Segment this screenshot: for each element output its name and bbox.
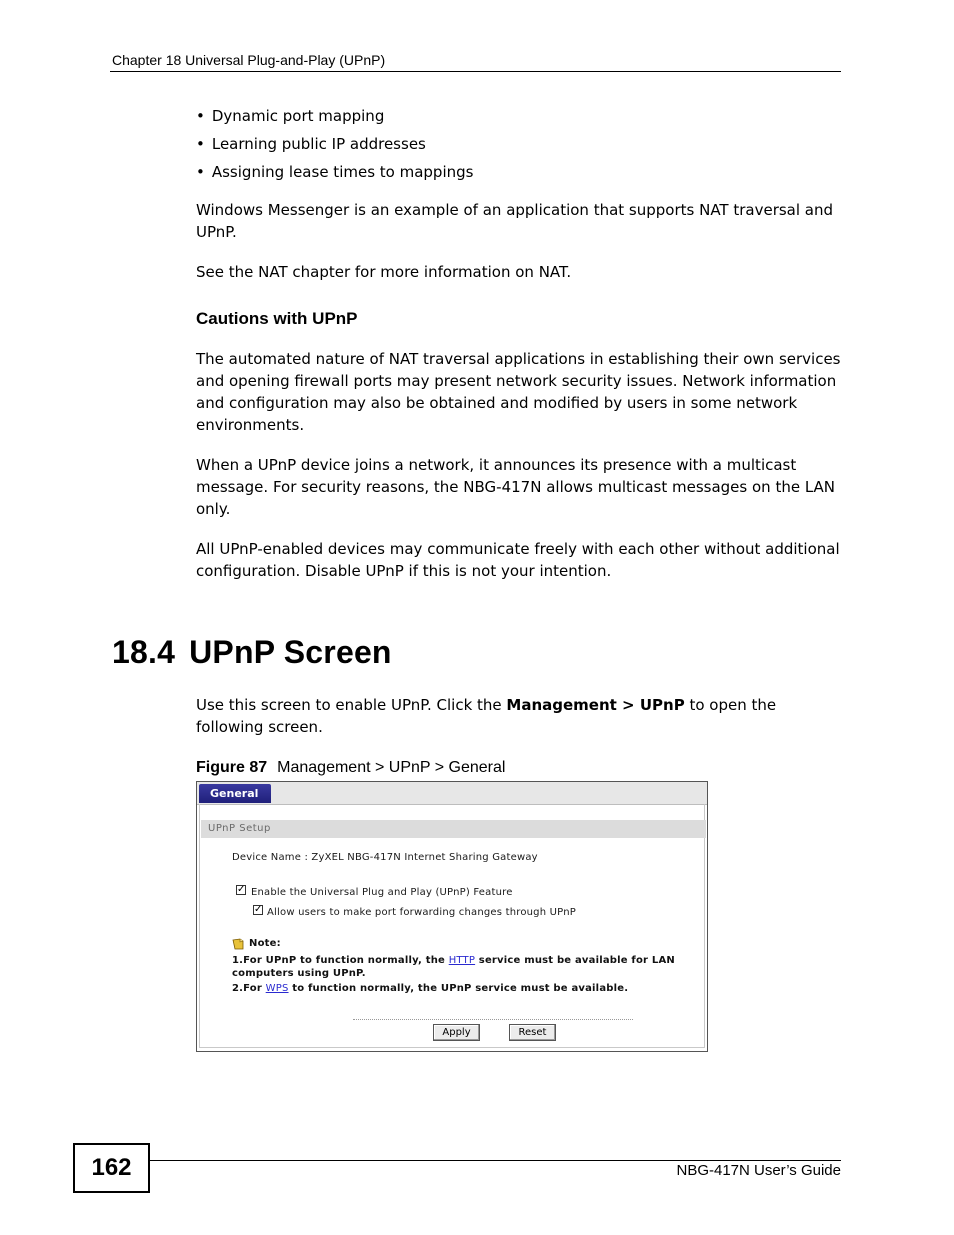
figure-caption <box>196 759 505 777</box>
device-name-text: Device Name : ZyXEL NBG-417N Internet Sharing Gateway <box>232 852 538 863</box>
upnp-screen-figure <box>196 781 708 1052</box>
intro-text-after: to open the following screen. <box>196 696 777 736</box>
apply-button[interactable]: Apply <box>433 1024 480 1041</box>
intro-menu-path: Management > UPnP <box>506 696 685 714</box>
tab-general[interactable]: General <box>199 784 271 803</box>
bullet-item: • Dynamic port mapping <box>196 105 473 133</box>
allow-forwarding-checkbox[interactable] <box>253 905 263 915</box>
section-title-text: UPnP Screen <box>189 634 392 670</box>
paragraph-cautions-3: All UPnP-enabled devices may communicate freely with each other without additional configuration. Disable UPnP if this is not your intention. <box>196 540 840 580</box>
note-icon <box>232 938 244 950</box>
paragraph-messenger: Windows Messenger is an example of an application that supports NAT traversal and UPnP. <box>196 201 834 241</box>
bullet-item: • Learning public IP addresses <box>196 133 473 161</box>
footer-rule <box>150 1160 841 1161</box>
upnp-setup-title: UPnP Setup <box>201 820 706 838</box>
enable-upnp-checkbox[interactable] <box>236 885 246 895</box>
note1-text-b: service must be available for LAN <box>475 955 675 966</box>
paragraph-cautions-1: The automated nature of NAT traversal applications in establishing their own services and opening firewall ports may present network security issues. Network information and configuration may also be obtained and modified by users in some network environments. <box>196 350 841 434</box>
note-line-2 <box>232 983 628 994</box>
note-line-1 <box>232 955 675 966</box>
paragraph-see-nat: See the NAT chapter for more information on NAT. <box>196 263 572 281</box>
cautions-heading: Cautions with UPnP <box>196 309 358 328</box>
page-number: 162 <box>73 1143 150 1193</box>
figure-caption-text: Management > UPnP > General <box>277 759 506 776</box>
figure-label: Figure 87 <box>196 759 268 776</box>
section-title <box>112 634 392 671</box>
paragraph-intro <box>196 694 816 738</box>
header-rule <box>110 71 841 72</box>
note-label: Note: <box>249 938 281 949</box>
note2-text-a: 2.For <box>232 983 266 994</box>
bullet-item: • Assigning lease times to mappings <box>196 161 473 189</box>
panel-frame <box>199 804 705 1048</box>
allow-forwarding-label: Allow users to make port forwarding changes through UPnP <box>267 907 576 918</box>
section-number: 18.4 <box>112 634 176 670</box>
divider <box>353 1019 633 1020</box>
note2-text-b: to function normally, the UPnP service must be available. <box>288 983 629 994</box>
feature-bullet-list <box>196 105 473 189</box>
tab-bar <box>197 782 707 805</box>
footer-guide-title: NBG-417N User’s Guide <box>676 1162 841 1179</box>
paragraph-cautions-2: When a UPnP device joins a network, it announces its presence with a multicast message. For security reasons, the NBG-417N allows multicast messages on the LAN only. <box>196 456 836 518</box>
note1-text-a: 1.For UPnP to function normally, the <box>232 955 449 966</box>
http-link[interactable]: HTTP <box>448 955 476 966</box>
enable-upnp-label: Enable the Universal Plug and Play (UPnP) Feature <box>251 887 513 898</box>
wps-link[interactable]: WPS <box>265 983 289 994</box>
intro-text-before: Use this screen to enable UPnP. Click the <box>196 696 507 714</box>
reset-button[interactable]: Reset <box>509 1024 556 1041</box>
note-line-1-cont: computers using UPnP. <box>232 968 366 979</box>
running-header: Chapter 18 Universal Plug-and-Play (UPnP) <box>112 52 386 68</box>
